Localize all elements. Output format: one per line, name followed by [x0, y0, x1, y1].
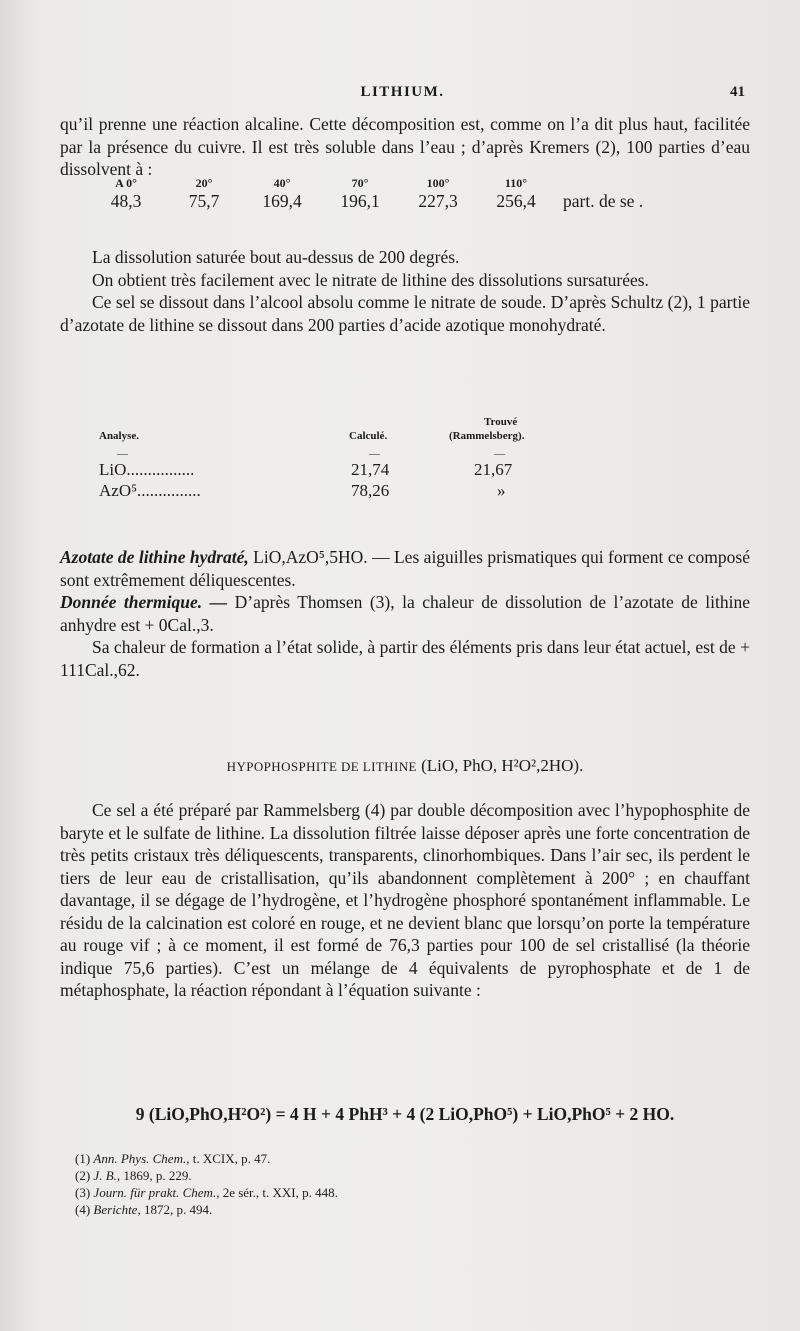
value-row	[87, 191, 687, 212]
footnote	[75, 1184, 675, 1201]
dash: —	[494, 448, 505, 460]
calculated-value: 78,26	[351, 481, 390, 500]
paragraph-boiling: La dissolution saturée bout au-dessus de 200 degrés.	[92, 247, 460, 267]
paragraph-group-2	[60, 546, 750, 681]
row-label: LiO................	[99, 460, 195, 479]
value-cell: 169,4	[262, 191, 302, 211]
temperature-cell: 100°	[426, 176, 450, 190]
footnote-number: (4)	[75, 1202, 91, 1217]
paragraph-solubility	[60, 113, 750, 181]
dash-row	[99, 448, 639, 460]
footnote-detail: 2e sér., t. XXI, p. 448.	[219, 1185, 338, 1200]
found-column-header: Trouvé	[484, 416, 518, 428]
calculated-column-header: Calculé.	[349, 430, 388, 442]
temperature-cell: 40°	[273, 176, 291, 190]
paragraph-supersaturation: On obtient très facilement avec le nitrate de lithine des dissolutions sursaturées.	[92, 269, 649, 290]
footnote	[75, 1201, 675, 1218]
value-cell: 196,1	[340, 191, 380, 211]
page-number: 41	[730, 84, 745, 100]
row-label: AzO⁵...............	[99, 481, 201, 500]
dash: —	[117, 448, 128, 460]
temperature-row	[87, 176, 687, 191]
footnote	[75, 1150, 675, 1167]
footnote-source: J. B.,	[93, 1168, 121, 1183]
analysis-row	[99, 460, 639, 481]
temperature-cell: 70°	[351, 176, 369, 190]
temperature-cell: 20°	[195, 176, 213, 190]
found-value: »	[497, 481, 506, 500]
paragraph-text: Ce sel a été préparé par Rammelsberg (4) par double décomposition avec l’hypophosphite de baryte et le sulfate de lithine. La dissolution filtrée laisse déposer après une forte concentration de très petits cristaux très déliquescents, transparents, clinorhombiques. Dans l’air sec, ils perdent le tiers de leur eau de cristallisation, qu’ils abandonnent complètement à 200° ; en chauffant davantage, il se dégage de l’hydrogène, et l’hydrogène phosphoré spontanément inflammable. Le résidu de la calcination est coloré en rouge, et ne devient blanc que lorsqu’on porte la température au rouge vif ; à ce moment, il est formé de 76,3 parties pour 100 de sel cristallisé (la théorie indique 75,6 parties). C’est un mélange de 4 équivalents de pyrophosphate et de 1 de métaphosphate, la réaction répondant à l’équation suivante :	[60, 800, 750, 1000]
paragraph-thermal	[60, 591, 750, 636]
value-cell: 227,3	[418, 191, 458, 211]
page-header	[60, 84, 745, 108]
footnote-source: Berichte,	[93, 1202, 141, 1217]
footnote-detail: t. XCIX, p. 47.	[189, 1151, 271, 1166]
temperature-cell: 110°	[504, 176, 528, 190]
footnote-number: (2)	[75, 1168, 91, 1183]
footnote-source: Journ. für prakt. Chem.,	[93, 1185, 220, 1200]
temperature-cell: A 0°	[115, 176, 137, 190]
value-cell: 75,7	[188, 191, 220, 211]
paragraph-text: LiO,AzO⁵,5HO. — Les aiguilles prismatiques qui forment ce composé sont extrêmement déliquescentes.	[60, 547, 750, 590]
calculated-value: 21,74	[351, 460, 390, 479]
paragraph-text: D’après Thomsen (3), la chaleur de dissolution de l’azotate de lithine anhydre est + 0Cal.,3.	[60, 592, 750, 635]
footnote-source: Ann. Phys. Chem.,	[93, 1151, 190, 1166]
running-title: LITHIUM.	[360, 84, 445, 100]
paragraph-text: qu’il prenne une réaction alcaline. Cette décomposition est, comme on l’a dit plus haut, facilitée par la présence du cuivre. Il est très soluble dans l’eau ; d’après Kremers (2), 100 parties d’eau dissolvent à :	[60, 114, 750, 179]
footnotes	[75, 1150, 675, 1218]
analysis-column-header: Analyse.	[99, 430, 140, 442]
unit-label: part. de se .	[563, 191, 644, 211]
paragraph-title: Azotate de lithine hydraté,	[60, 547, 249, 567]
value-cell: 48,3	[110, 191, 142, 211]
paragraph-formation: Sa chaleur de formation a l’état solide, à partir des éléments pris dans leur état actuel, est de + 111Cal.,62.	[60, 637, 750, 680]
section-heading-caps: HYPOPHOSPHITE DE LITHINE	[226, 759, 417, 774]
value-cell: 256,4	[496, 191, 536, 211]
paragraph-alcohol: Ce sel se dissout dans l’alcool absolu comme le nitrate de soude. D’après Schultz (2), 1 partie d’azotate de lithine se dissout dans 200 parties d’acide azotique monohydraté.	[60, 292, 750, 335]
solubility-table	[87, 176, 687, 212]
section-heading-formula: (LiO, PhO, H²O²,2HO).	[416, 756, 584, 775]
dash: —	[369, 448, 380, 460]
section-heading	[60, 756, 750, 776]
footnote-number: (3)	[75, 1185, 91, 1200]
equation: 9 (LiO,PhO,H²O²) = 4 H + 4 PhH³ + 4 (2 LiO,PhO⁵) + LiO,PhO⁵ + 2 HO.	[135, 1104, 675, 1124]
footnote	[75, 1167, 675, 1184]
paragraph-group	[60, 246, 750, 336]
analysis-table	[99, 416, 639, 502]
paragraph-hydrate	[60, 546, 750, 591]
analysis-header	[99, 416, 639, 448]
footnote-number: (1)	[75, 1151, 91, 1166]
footnote-detail: 1869, p. 229.	[120, 1168, 192, 1183]
found-column-subheader: (Rammelsberg).	[449, 430, 525, 442]
paragraph-title: Donnée thermique. —	[60, 592, 228, 612]
found-value: 21,67	[474, 460, 513, 479]
footnote-detail: 1872, p. 494.	[140, 1202, 213, 1217]
paragraph-hypophosphite	[60, 799, 750, 1002]
analysis-row	[99, 481, 639, 502]
